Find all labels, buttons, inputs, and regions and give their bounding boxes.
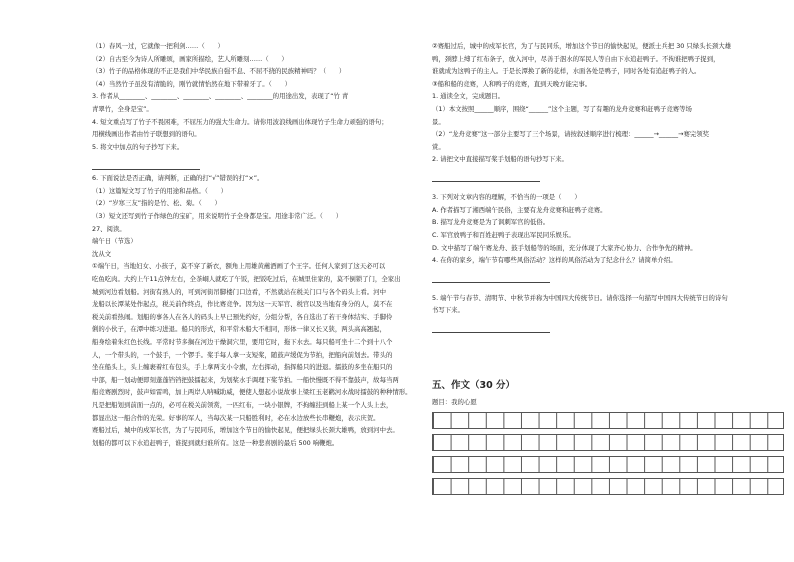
text-line: 6. 下面说法是否正确，请判断，正确的打“√”错误的打“×”。 [92, 174, 264, 183]
text-line: 端午日（节选） [92, 237, 137, 246]
text-line: 城到河边看划船。河街有熟人的，可到河街吊脚楼门口边看，不然就站在税关门口与各个码头上看。河中 [92, 287, 386, 296]
text-line: 3. 下列对文章内容的理解，不恰当的一项是（ ） [432, 193, 581, 202]
text-line: 税关前看热闹。划船的事各人在各人的码头上早已預先约好，分组分帮，各自选出了若干身体结实、手脚伶 [92, 312, 393, 321]
right-column [432, 40, 784, 336]
text-line: C. 军官放鸭子和百姓赶鸭子表现出军民同乐娱乐。 [432, 230, 575, 239]
text-line: 赛船过后，城中的戍军长官，为了与民同乐，增加这个节日的愉快起见，便把绿头长颈大雄鸭，放到河中去。 [92, 426, 399, 435]
essay-prompt: 题目：我的心愿 [432, 398, 477, 406]
answer-line[interactable] [432, 172, 784, 185]
text-line: 5. 端午节与春节、清明节、中秋节并称为中国四大传统节日。请你选择一句描写中国四大传统节日的诗句 [432, 293, 728, 302]
text-line: （2）自古至今为诗人所雕颂，画家所描绘，艺人所雕刻……（ ） [92, 54, 288, 63]
section-five-title: 五、作文（30 分） [432, 380, 516, 391]
text-line: 划船的都可以下水追赶鸭子，谁捉到就归谁所有。这是一种悲喜剧的最后 500 响鞭炮。 [92, 438, 339, 447]
answer-line[interactable] [432, 323, 784, 336]
text-line: B. 描写龙舟竞赛是为了讽刺军官的低俗。 [432, 218, 550, 227]
text-line: 坐在船头上，头上缠裹着红布包头，手上拿两支小令旗，左右挥动，指挥船只的进退。擂鼓的多坐在船只的 [92, 363, 393, 372]
text-line: 谁就成为这鸭子的主人。于是长潭换了新的花样，水面各处是鸭子，同时各处有追赶鸭子的人。 [432, 67, 701, 76]
text-line: （4）当然竹子虽没有清脆的，刚竹就情怡然在地下带着牙了。（ ） [92, 79, 291, 88]
text-line: 船竞赛剧烈时，鼓声如雷鸣，加上两岸人呐喊助威，便使人想起小说故事上梁红玉老鹳河水战时擂鼓的种种情形。 [92, 388, 412, 397]
left-column [92, 40, 414, 449]
answer-line[interactable] [432, 273, 784, 286]
text-line: （3）竹子的品格体现的不正是我们中华民族自强不息、不屈不挠的民族精神吗？（ ） [92, 67, 346, 76]
text-line: 中部，船一划动便即刻蓬蓬铛铛把鼓擂起来，为划桨水手调理下桨节拍。一船快慢既不得不靠鼓声，故每当两 [92, 375, 399, 384]
text-line: 3. 作者从________、________、________、________、________的用途出发，表现了“竹 青 [92, 92, 349, 101]
grid-row[interactable] [432, 412, 784, 429]
text-line: 4. 在你的家乡，端午节有哪些风俗活动？这样的风俗活动为了纪念什么？请简单介绍。 [432, 256, 677, 265]
grid-row[interactable] [432, 478, 784, 495]
text-line: （2）“龙舟竞赛”这一部分主要写了三个场景，请按叙述顺序进行梳理：______→______→赛完领奖 [432, 130, 710, 139]
text-line: 1. 通读全文，完成题目。 [432, 92, 505, 101]
composition-section [432, 378, 784, 410]
text-line: 沈从文 [92, 249, 112, 258]
text-line: 5. 将文中加点的句子抄写下来。 [92, 142, 184, 151]
text-line: （3）短文还写到竹子作绿色的宝矿，用来说明竹子全身都是宝。用途非常广泛。（ ） [92, 212, 343, 221]
text-line: ③船和船的竞赛，人和鸭子的竞赛，直到天晚方能完事。 [432, 79, 592, 88]
text-line: 2. 请把文中直接描写桨手划船的语句抄写下来。 [432, 155, 568, 164]
text-line: 俐的小伙子，在潭中练习进退。船只的形式，和平常木船大不相同，形体一律又长又狭，两头高高翘起， [92, 325, 386, 334]
text-line: （1）本文按照______顺序，围绕“______”这个主题，写了有趣的龙舟竞赛和赶鸭子竞赛等场 [432, 104, 692, 113]
text-line: （1）这篇短文写了竹子的用途和品格。（ ） [92, 186, 228, 195]
answer-line[interactable] [92, 160, 414, 173]
text-line: 书写下来。 [432, 306, 464, 315]
text-line: （1）春风一过，它就像一把利剑……（ ） [92, 42, 224, 50]
grid-row[interactable] [432, 456, 784, 473]
writing-grid[interactable] [432, 412, 784, 504]
text-line: 都显出这一船合作的光荣。好事的军人，当每次某一只船胜利时，必在水边放些长串鞭炮，表示庆贺。 [92, 413, 380, 422]
text-line: 27、阅读。 [92, 224, 126, 233]
text-line: 鸭，颈脖上缚了红布条子，放入河中，尽善于泅水的军民人等自由下水追赶鸭子。不拘谁把鸭子捉到， [432, 54, 720, 63]
text-line: 吃鱼吃肉。大约上午11点钟左右，全茶峒人就吃了午饭，把饭吃过后，在城里住家的，莫不倒锁了门，全家出 [92, 274, 401, 283]
text-line: ②赛船过后，城中的戍军长官，为了与民同乐，增加这个节日的愉快起见，便派士兵把 30 只绿头长颈大雄 [432, 42, 732, 50]
text-line: ①端午日，当地妇女、小孩子，莫不穿了新衣，额角上用雄黄蘸酒画了个王字。任何人家到了这天必可以 [92, 262, 386, 271]
grid-row[interactable] [432, 434, 784, 451]
text-line: A. 作者描写了湘西端午民俗，主要有龙舟竞赛和赶鸭子竞赛。 [432, 205, 607, 214]
text-line: 人，一个带头的，一个鼓手，一个锣手。桨手每人拿一支短桨，随鼓声缓促为节拍，把船向前划去。带头的 [92, 350, 393, 359]
text-line: D. 文中描写了端午赛龙舟、鼓手划船等的场面，充分体现了大家齐心协力、合作争先的精神。 [432, 243, 697, 252]
text-line: 船身绘着朱红色长线。平常时节多搁在河边干燥洞穴里，要用它时，拖下水去。每只船可坐十二个到十八个 [92, 337, 393, 346]
text-line: （2）“岁寒三友”指的是竹、松、菊。（ ） [92, 199, 221, 208]
text-line: 凡是把船划到前面一点的，必可在税关前领赏，一匹红布，一块小银牌，不拘缠挂到船上某一个人头上去， [92, 400, 393, 409]
text-line: 景。 [432, 117, 445, 126]
text-line: 赏。 [432, 142, 445, 151]
text-line: 青翠竹，全身是宝”。 [92, 104, 153, 113]
text-line: 龙船以长潭某处作起点，税关前作终点，作比赛竞争。因为这一天军官、税官以及当地有身分的人，莫不在 [92, 300, 393, 309]
text-line: 用横线画出作者由竹子联想到的语句。 [92, 130, 201, 139]
text-line: 4. 短文重点写了竹子不畏困难，不屈压力的强大生命力。请你用波浪线画出体现竹子生命力顽强的语句； [92, 117, 388, 126]
